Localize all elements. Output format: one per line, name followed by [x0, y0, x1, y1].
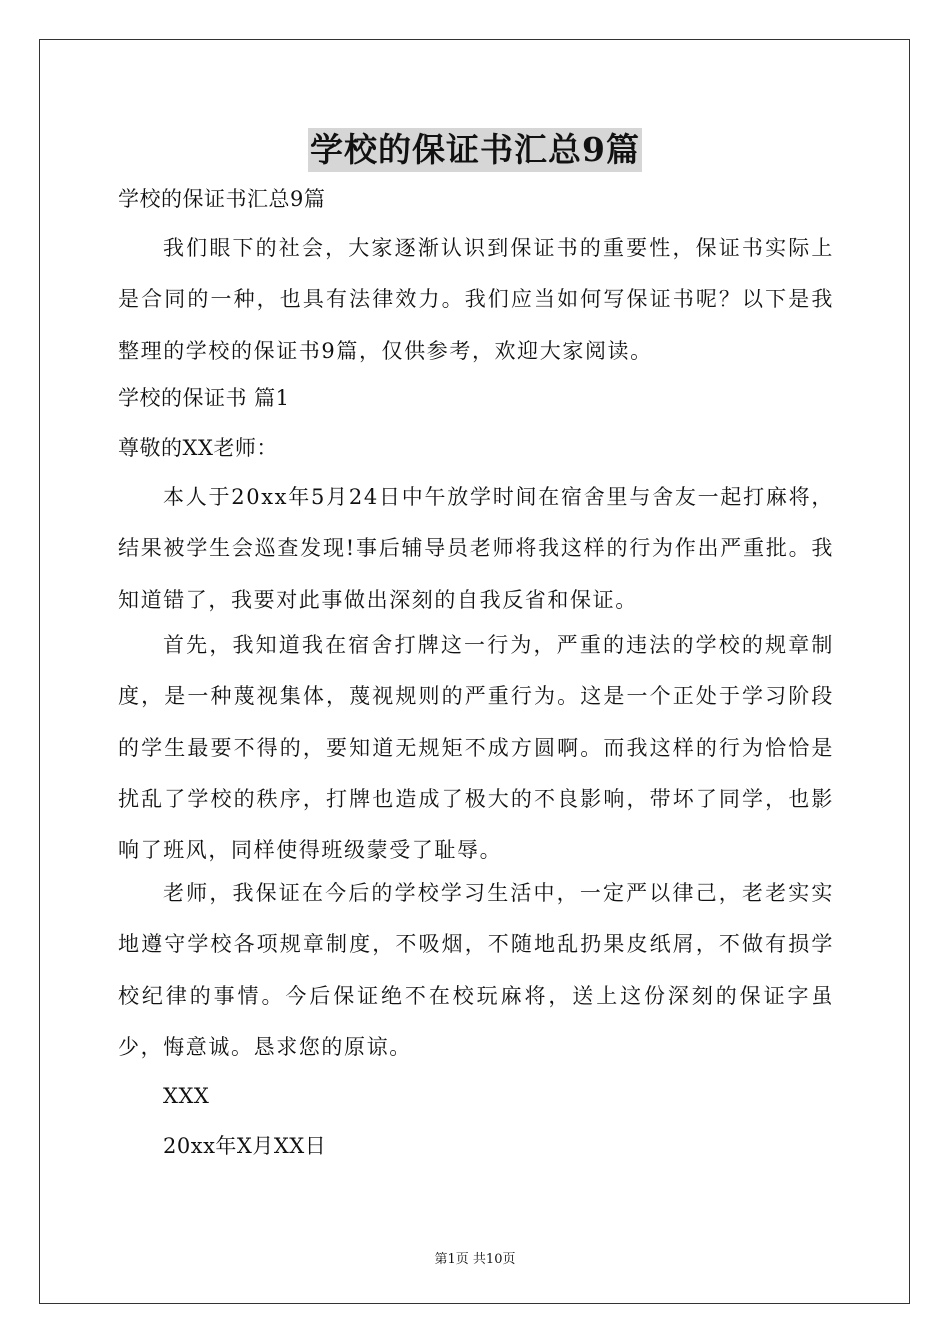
body-paragraph-3: 老师，我保证在今后的学校学习生活中，一定严以律己，老老实实地遵守学校各项规章制度，不吸烟，不随地乱扔果皮纸屑，不做有损学校纪律的事情。今后保证绝不在校玩麻将，送上这份深刻的保证字虽少，悔意诚。恳求您的原谅。 [118, 881, 834, 1059]
section-heading: 学校的保证书 篇1 [118, 386, 290, 410]
date: 20xx年X月XX日 [163, 1134, 327, 1158]
intro-paragraph: 我们眼下的社会，大家逐渐认识到保证书的重要性，保证书实际上是合同的一种，也具有法律效力。我们应当如何写保证书呢？以下是我整理的学校的保证书9篇，仅供参考，欢迎大家阅读。 [118, 236, 834, 363]
body-paragraph-2: 首先，我知道我在宿舍打牌这一行为，严重的违法的学校的规章制度，是一种蔑视集体，蔑视规则的严重行为。这是一个正处于学习阶段的学生最要不得的，要知道无规矩不成方圆啊。而我这样的行为恰恰是扰乱了学校的秩序，打牌也造成了极大的不良影响，带坏了同学，也影响了班风，同样使得班级蒙受了耻辱。 [118, 633, 834, 863]
subtitle: 学校的保证书汇总9篇 [118, 187, 326, 211]
page-number: 第1页 共10页 [434, 1252, 516, 1267]
signature: XXX [163, 1084, 210, 1108]
body-paragraph-1: 本人于20xx年5月24日中午放学时间在宿舍里与舍友一起打麻将，结果被学生会巡查发现!事后辅导员老师将我这样的行为作出严重批。我知道错了，我要对此事做出深刻的自我反省和保证。 [118, 485, 834, 612]
salutation: 尊敬的XX老师： [118, 436, 278, 460]
title-container [0, 128, 950, 172]
document-title: 学校的保证书汇总9篇 [308, 128, 642, 172]
